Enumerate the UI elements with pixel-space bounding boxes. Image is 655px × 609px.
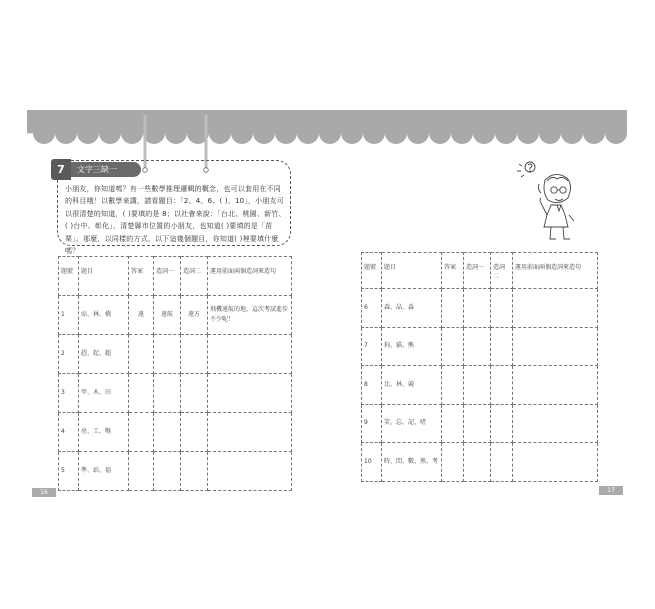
- header-sentence: 運用前面兩個造詞來造句: [513, 253, 598, 289]
- cell-option1: [464, 443, 491, 482]
- cell-sentence: [513, 289, 598, 328]
- cell-sentence: [513, 327, 598, 366]
- header-option1: 造詞一: [154, 257, 181, 296]
- cell-option2: [181, 452, 208, 491]
- cell-num: 8: [362, 366, 382, 405]
- cell-question: 森、晶、淼: [382, 289, 442, 328]
- right-worksheet-table: [361, 252, 598, 482]
- cell-option2: [181, 335, 208, 374]
- table-header-row: [362, 253, 598, 289]
- cell-question: 涼、林、橋: [79, 296, 129, 335]
- thinking-scientist-illustration: [517, 162, 574, 239]
- cell-option2: 遠方: [181, 296, 208, 335]
- cell-option1: [154, 413, 181, 452]
- cell-option2: [491, 327, 513, 366]
- cell-option1: [154, 452, 181, 491]
- scalloped-banner: [27, 110, 627, 144]
- cell-option1: [464, 327, 491, 366]
- header-question: 題目: [382, 253, 442, 289]
- cell-answer: [442, 327, 464, 366]
- cell-option1: [464, 289, 491, 328]
- cell-num: 7: [362, 327, 382, 366]
- cell-sentence: [513, 443, 598, 482]
- header-question: 題目: [79, 257, 129, 296]
- cell-num: 2: [59, 335, 79, 374]
- table-row: [362, 443, 598, 482]
- cell-option2: [491, 366, 513, 405]
- cell-option2: [181, 374, 208, 413]
- activity-number: 7: [51, 159, 71, 180]
- table-row: [59, 374, 292, 413]
- cell-sentence: [208, 452, 292, 491]
- cell-sentence: 飛機遠航的地，這次考試進步不少呢！: [208, 296, 292, 335]
- cell-answer: [442, 443, 464, 482]
- header-option2: 造詞二: [181, 257, 208, 296]
- cell-option2: [491, 289, 513, 328]
- intro-text: 小朋友，你知道嗎？有一些數學推理邏輯的概念，也可以套用在不同的科目哦！以數學來講，請看題目：「2、4、6、( )、10」，小朋友可以很清楚的知道，( )要填的是 8；以社會來說：「台北、桃園、新竹、( )台中、彰化」，清楚縣市位置的小朋友，也知道( )要填的是「苗栗」。那麼，以同樣的方式，以下這幾個題目，你知道( )裡要填什麼嗎？: [65, 185, 286, 256]
- table-row: [59, 296, 292, 335]
- cell-num: 5: [59, 452, 79, 491]
- table-row: [362, 327, 598, 366]
- table-header-row: [59, 257, 292, 296]
- cell-answer: [129, 452, 154, 491]
- cell-option1: 遠航: [154, 296, 181, 335]
- left-worksheet-table: [58, 256, 292, 491]
- cell-sentence: [208, 335, 292, 374]
- header-answer: 答案: [129, 257, 154, 296]
- cell-answer: [129, 413, 154, 452]
- cell-sentence: [513, 366, 598, 405]
- cell-answer: [442, 404, 464, 443]
- cell-num: 6: [362, 289, 382, 328]
- cell-question: 笑、忘、記、嗜: [382, 404, 442, 443]
- table-row: [362, 289, 598, 328]
- cell-sentence: [208, 413, 292, 452]
- cell-sentence: [208, 374, 292, 413]
- header-num: 題號: [362, 253, 382, 289]
- cell-option2: [181, 413, 208, 452]
- cell-question: 亮、工、喉: [79, 413, 129, 452]
- cell-question: 比、林、競: [382, 366, 442, 405]
- cell-num: 4: [59, 413, 79, 452]
- cell-option2: [491, 404, 513, 443]
- cell-answer: [129, 374, 154, 413]
- table-row: [362, 404, 598, 443]
- cell-question: 趕、起、超: [79, 335, 129, 374]
- cell-answer: [442, 366, 464, 405]
- cell-question: 時、問、數、熟、考: [382, 443, 442, 482]
- cell-num: 1: [59, 296, 79, 335]
- cell-option1: [464, 404, 491, 443]
- header-option1: 造詞一: [464, 253, 491, 289]
- cell-answer: [129, 335, 154, 374]
- cell-option2: [491, 443, 513, 482]
- header-answer: 答案: [442, 253, 464, 289]
- table-row: [362, 366, 598, 405]
- header-num: 題號: [59, 257, 79, 296]
- header-sentence: 運用前面兩個造詞來造句: [208, 257, 292, 296]
- table-row: [59, 452, 292, 491]
- activity-title: 文字三缺一: [71, 162, 141, 177]
- cell-question: 甲、木、田: [79, 374, 129, 413]
- cell-num: 9: [362, 404, 382, 443]
- cell-num: 10: [362, 443, 382, 482]
- table-row: [59, 413, 292, 452]
- table-row: [59, 335, 292, 374]
- header-option2: 造詞二: [491, 253, 513, 289]
- cell-question: 準、站、福: [79, 452, 129, 491]
- cell-answer: [442, 289, 464, 328]
- page-number-right: 17: [599, 486, 623, 495]
- cell-option1: [154, 374, 181, 413]
- cell-answer: 遠: [129, 296, 154, 335]
- page-number-left: 16: [32, 488, 56, 497]
- cell-sentence: [513, 404, 598, 443]
- cell-option1: [154, 335, 181, 374]
- cell-option1: [464, 366, 491, 405]
- cell-num: 3: [59, 374, 79, 413]
- cell-question: 狗、貓、熊: [382, 327, 442, 366]
